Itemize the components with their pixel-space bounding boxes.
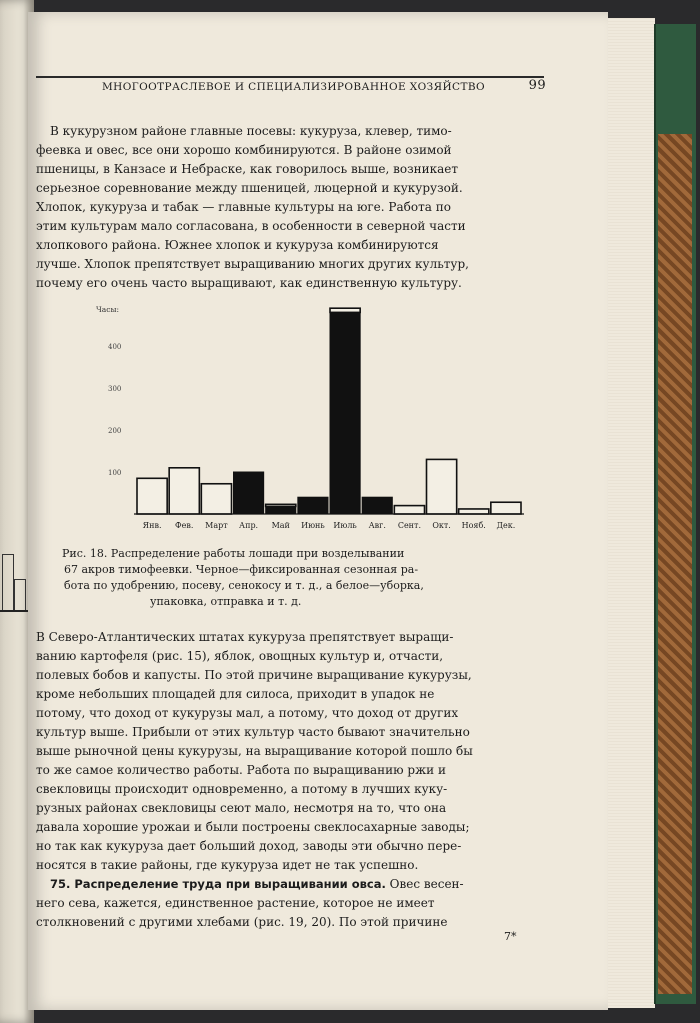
text-line: хлопкового района. Южнее хлопок и кукуруза комбинируются bbox=[36, 238, 439, 252]
bar-black-5 bbox=[298, 497, 328, 514]
bar-black-3 bbox=[234, 472, 264, 514]
text-line: рузных районах свекловицы сеют мало, несмотря на то, что она bbox=[36, 801, 447, 815]
figure-caption bbox=[62, 546, 532, 610]
text-fragment: Овес весен- bbox=[385, 877, 464, 891]
caption-line: 67 акров тимофеевки. Черное—фиксированная сезонная ра- bbox=[64, 563, 419, 576]
bar-white-11 bbox=[491, 502, 521, 514]
text-line: но так как кукуруза дает больший доход, заводы эти обычно пере- bbox=[36, 839, 462, 853]
bar-white-10 bbox=[459, 509, 489, 514]
text-line: лучше. Хлопок препятствует выращиванию многих других культур, bbox=[36, 257, 469, 271]
text-line: Хлопок, кукуруза и табак — главные культуры на юге. Работа по bbox=[36, 200, 451, 214]
x-tick-label: Апр. bbox=[239, 521, 259, 530]
bar-white-2 bbox=[201, 484, 231, 514]
x-tick-label: Фев. bbox=[175, 521, 194, 530]
bar-white-1 bbox=[169, 468, 199, 514]
y-tick-label: 300 bbox=[108, 385, 122, 393]
text-line: этим культурам мало согласована, в особенности в северной части bbox=[36, 219, 466, 233]
previous-page-bar bbox=[2, 554, 14, 610]
x-tick-label: Окт. bbox=[432, 521, 451, 530]
text-line: выше рыночной цены кукурузы, на выращивание которой пошло бы bbox=[36, 744, 473, 758]
signature-mark: 7* bbox=[504, 930, 517, 943]
caption-line: Рис. 18. Распределение работы лошади при возделывании bbox=[62, 547, 405, 560]
bar-black-7 bbox=[362, 497, 392, 514]
paragraph-1 bbox=[36, 122, 546, 293]
text-line: почему его очень часто выращивают, как единственную культуру. bbox=[36, 276, 462, 290]
figure-18-chart bbox=[78, 300, 548, 540]
text-line: свекловицы происходит одновременно, а потому в лучших куку- bbox=[36, 782, 448, 796]
y-axis-label: Часы: bbox=[96, 305, 119, 314]
text-line: В кукурузном районе главные посевы: кукуруза, клевер, тимо- bbox=[50, 124, 452, 138]
bar-white-8 bbox=[394, 506, 424, 514]
text-line: культур выше. Прибыли от этих культур часто бывают значительно bbox=[36, 725, 470, 739]
x-tick-label: Нояб. bbox=[461, 521, 486, 530]
x-tick-label: Июнь bbox=[301, 521, 325, 530]
text-line: потому, что доход от кукурузы мал, а потому, что доход от других bbox=[36, 706, 459, 720]
x-tick-label: Авг. bbox=[368, 521, 386, 530]
text-line: В Северо-Атлантических штатах кукуруза препятствует выращи- bbox=[36, 630, 454, 644]
y-tick-label: 100 bbox=[108, 469, 122, 477]
x-tick-label: Март bbox=[205, 521, 228, 530]
x-tick-label: Июль bbox=[333, 521, 357, 530]
bar-chart bbox=[78, 300, 548, 540]
text-line: давала хорошие урожаи и были построены свеклосахарные заводы; bbox=[36, 820, 470, 834]
text-line: то же самое количество работы. Работа по выращиванию ржи и bbox=[36, 763, 446, 777]
header-title: МНОГООТРАСЛЕВОЕ И СПЕЦИАЛИЗИРОВАННОЕ ХОЗЯЙСТВО bbox=[102, 81, 486, 93]
text-line: полевых бобов и капусты. По этой причине выращивание кукурузы, bbox=[36, 668, 472, 682]
text-line: кроме небольших площадей для силоса, приходит в упадок не bbox=[36, 687, 435, 701]
x-tick-label: Дек. bbox=[496, 521, 516, 530]
text-line: феевка и овес, все они хорошо комбинируются. В районе озимой bbox=[36, 143, 452, 157]
previous-page-bar bbox=[14, 579, 26, 610]
paragraph-2 bbox=[36, 628, 546, 932]
bar-white-9 bbox=[427, 459, 457, 514]
page-number: 99 bbox=[528, 78, 546, 93]
book-page bbox=[28, 12, 608, 1010]
x-tick-label: Янв. bbox=[142, 521, 162, 530]
caption-line: упаковка, отправка и т. д. bbox=[150, 595, 302, 608]
page-block-edge bbox=[604, 18, 655, 1008]
x-tick-label: Май bbox=[271, 521, 290, 530]
cover-leather-pattern bbox=[658, 134, 692, 994]
text-line: носятся в такие районы, где кукуруза идет не так успешно. bbox=[36, 858, 419, 872]
text-line: серьезное соревнование между пшеницей, люцерной и кукурузой. bbox=[36, 181, 463, 195]
bar-white-0 bbox=[137, 478, 167, 514]
bar-black-6 bbox=[330, 312, 360, 514]
running-header bbox=[36, 76, 544, 96]
y-tick-label: 400 bbox=[108, 343, 122, 351]
text-line: пшеницы, в Канзасе и Небраске, как говорилось выше, возникает bbox=[36, 162, 459, 176]
y-tick-label: 200 bbox=[108, 427, 122, 435]
x-tick-label: Сент. bbox=[397, 521, 421, 530]
text-line: него сева, кажется, единственное растение, которое не имеет bbox=[36, 896, 435, 910]
bar-white-6 bbox=[330, 308, 360, 312]
text-line: ванию картофеля (рис. 15), яблок, овощных культур и, отчасти, bbox=[36, 649, 444, 663]
previous-page-chart-fragment bbox=[0, 540, 28, 612]
section-75-first-line bbox=[36, 875, 546, 894]
caption-line: бота по удобрению, посеву, сенокосу и т. д., а белое—уборка, bbox=[64, 579, 424, 592]
bar-black-4 bbox=[266, 506, 296, 514]
text-line: столкновений с другими хлебами (рис. 19, 20). По этой причине bbox=[36, 915, 448, 929]
section-heading: 75. Распределение труда при выращивании овса. bbox=[50, 877, 386, 891]
